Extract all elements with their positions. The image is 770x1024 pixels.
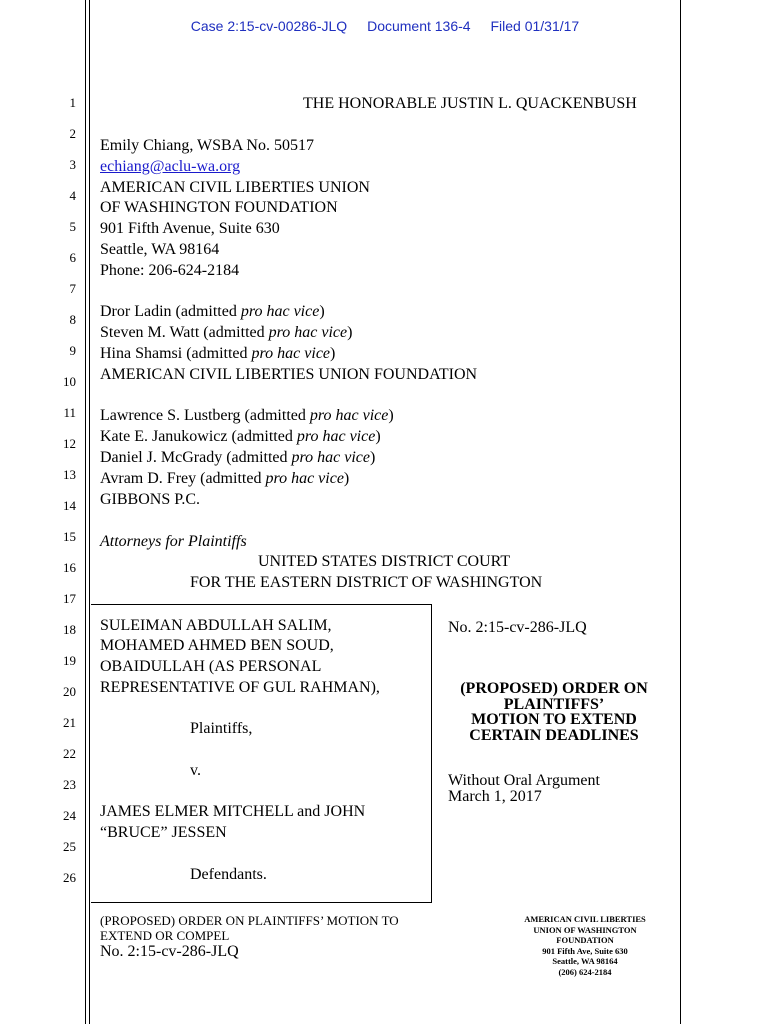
- line-number: 14: [63, 498, 76, 513]
- title-line: PLAINTIFFS’: [503, 695, 605, 713]
- line-number: 2: [69, 126, 76, 141]
- oral-line-2: March 1, 2017: [448, 788, 542, 805]
- attorney-line: Avram D. Frey (admitted pro hac vice): [100, 470, 350, 487]
- org-line-1: AMERICAN CIVIL LIBERTIES UNION: [100, 179, 370, 196]
- attorney-line: Hina Shamsi (admitted pro hac vice): [100, 345, 336, 362]
- filed-date: Filed 01/31/17: [490, 18, 580, 34]
- line-number: 5: [69, 219, 76, 234]
- defendants-label: Defendants.: [190, 866, 267, 883]
- firm-line: AMERICAN CIVIL LIBERTIES: [524, 914, 646, 924]
- left-margin-line-1: [85, 0, 86, 1024]
- firm-name: GIBBONS P.C.: [100, 491, 201, 508]
- right-margin-line: [680, 0, 681, 1024]
- line-number: 7: [69, 281, 76, 296]
- document-number: Document 136-4: [367, 18, 471, 34]
- title-line: MOTION TO EXTEND: [471, 711, 637, 728]
- line-number: 9: [69, 343, 76, 358]
- attorney-line: Lawrence S. Lustberg (admitted pro hac vice): [100, 407, 394, 424]
- line-number: 16: [63, 560, 76, 575]
- footer-left: [100, 914, 399, 960]
- plaintiff-line: REPRESENTATIVE OF GUL RAHMAN),: [100, 679, 380, 696]
- counsel-email-link[interactable]: echiang@aclu-wa.org: [100, 158, 241, 175]
- address-line-2: Seattle, WA 98164: [100, 241, 220, 258]
- court-district: FOR THE EASTERN DISTRICT OF WASHINGTON: [190, 574, 543, 591]
- attorney-line: Steven M. Watt (admitted pro hac vice): [100, 324, 353, 341]
- attorneys-for: Attorneys for Plaintiffs: [100, 533, 247, 550]
- footer-line-1: (PROPOSED) ORDER ON PLAINTIFFS’ MOTION TO: [100, 913, 399, 928]
- address-line-1: 901 Fifth Avenue, Suite 630: [100, 220, 280, 237]
- line-number: 23: [63, 777, 76, 792]
- line-number: 18: [63, 622, 76, 637]
- court-name: UNITED STATES DISTRICT COURT: [258, 553, 511, 570]
- line-number: 24: [63, 808, 76, 823]
- line-number: 11: [63, 405, 76, 420]
- footer-line-2: EXTEND OR COMPEL: [100, 927, 230, 943]
- firm-line: UNION OF WASHINGTON: [533, 924, 637, 935]
- case-header: [0, 18, 770, 34]
- counsel-name: Emily Chiang, WSBA No. 50517: [100, 137, 314, 154]
- firm-line: FOUNDATION: [556, 935, 614, 946]
- line-number: 15: [63, 529, 76, 544]
- line-number: 20: [63, 684, 76, 699]
- footer-case-no: No. 2:15-cv-286-JLQ: [100, 943, 239, 960]
- line-number: 12: [63, 436, 76, 451]
- plaintiffs-label: Plaintiffs,: [190, 720, 253, 737]
- line-number: 10: [63, 374, 76, 389]
- line-number: 25: [63, 839, 76, 854]
- attorney-line: Dror Ladin (admitted pro hac vice): [100, 303, 325, 320]
- org-name: AMERICAN CIVIL LIBERTIES UNION FOUNDATION: [100, 366, 478, 383]
- firm-line: 901 Fifth Ave, Suite 630: [542, 945, 628, 956]
- versus: v.: [190, 762, 201, 779]
- line-number: 1: [69, 95, 76, 110]
- org-line-2: OF WASHINGTON FOUNDATION: [100, 199, 338, 216]
- line-number: 22: [63, 746, 76, 761]
- defendant-line: “BRUCE” JESSEN: [100, 824, 227, 841]
- judge-name: THE HONORABLE JUSTIN L. QUACKENBUSH: [303, 95, 637, 112]
- plaintiff-line: MOHAMED AHMED BEN SOUD,: [100, 637, 334, 654]
- document-title: [440, 681, 668, 743]
- oral-argument: [448, 773, 600, 805]
- line-number: 8: [69, 312, 76, 327]
- line-number: 13: [63, 467, 76, 482]
- line-number: 4: [69, 188, 76, 203]
- line-number: 3: [69, 157, 76, 172]
- oral-line-1: Without Oral Argument: [448, 772, 600, 789]
- firm-line: (206) 624-2184: [558, 966, 612, 977]
- plaintiff-line: OBAIDULLAH (AS PERSONAL: [100, 658, 322, 675]
- line-number: 19: [63, 653, 76, 668]
- case-number: Case 2:15-cv-00286-JLQ: [190, 18, 348, 34]
- plaintiff-line: SULEIMAN ABDULLAH SALIM,: [100, 617, 332, 634]
- title-line: (PROPOSED) ORDER ON: [460, 680, 648, 697]
- attorney-line: Daniel J. McGrady (admitted pro hac vice): [100, 449, 376, 466]
- line-number: 6: [69, 250, 76, 265]
- defendant-line: JAMES ELMER MITCHELL and JOHN: [100, 803, 366, 820]
- title-line: CERTAIN DEADLINES: [469, 726, 639, 744]
- line-number: 17: [63, 591, 76, 606]
- phone: Phone: 206-624-2184: [100, 262, 240, 279]
- line-number: 21: [63, 715, 76, 730]
- firm-line: Seattle, WA 98164: [552, 956, 618, 967]
- left-margin-line-2: [89, 0, 90, 1024]
- footer-firm: [511, 914, 659, 978]
- case-no: No. 2:15-cv-286-JLQ: [448, 619, 587, 636]
- attorney-line: Kate E. Janukowicz (admitted pro hac vice): [100, 428, 381, 445]
- line-number: 26: [63, 870, 76, 885]
